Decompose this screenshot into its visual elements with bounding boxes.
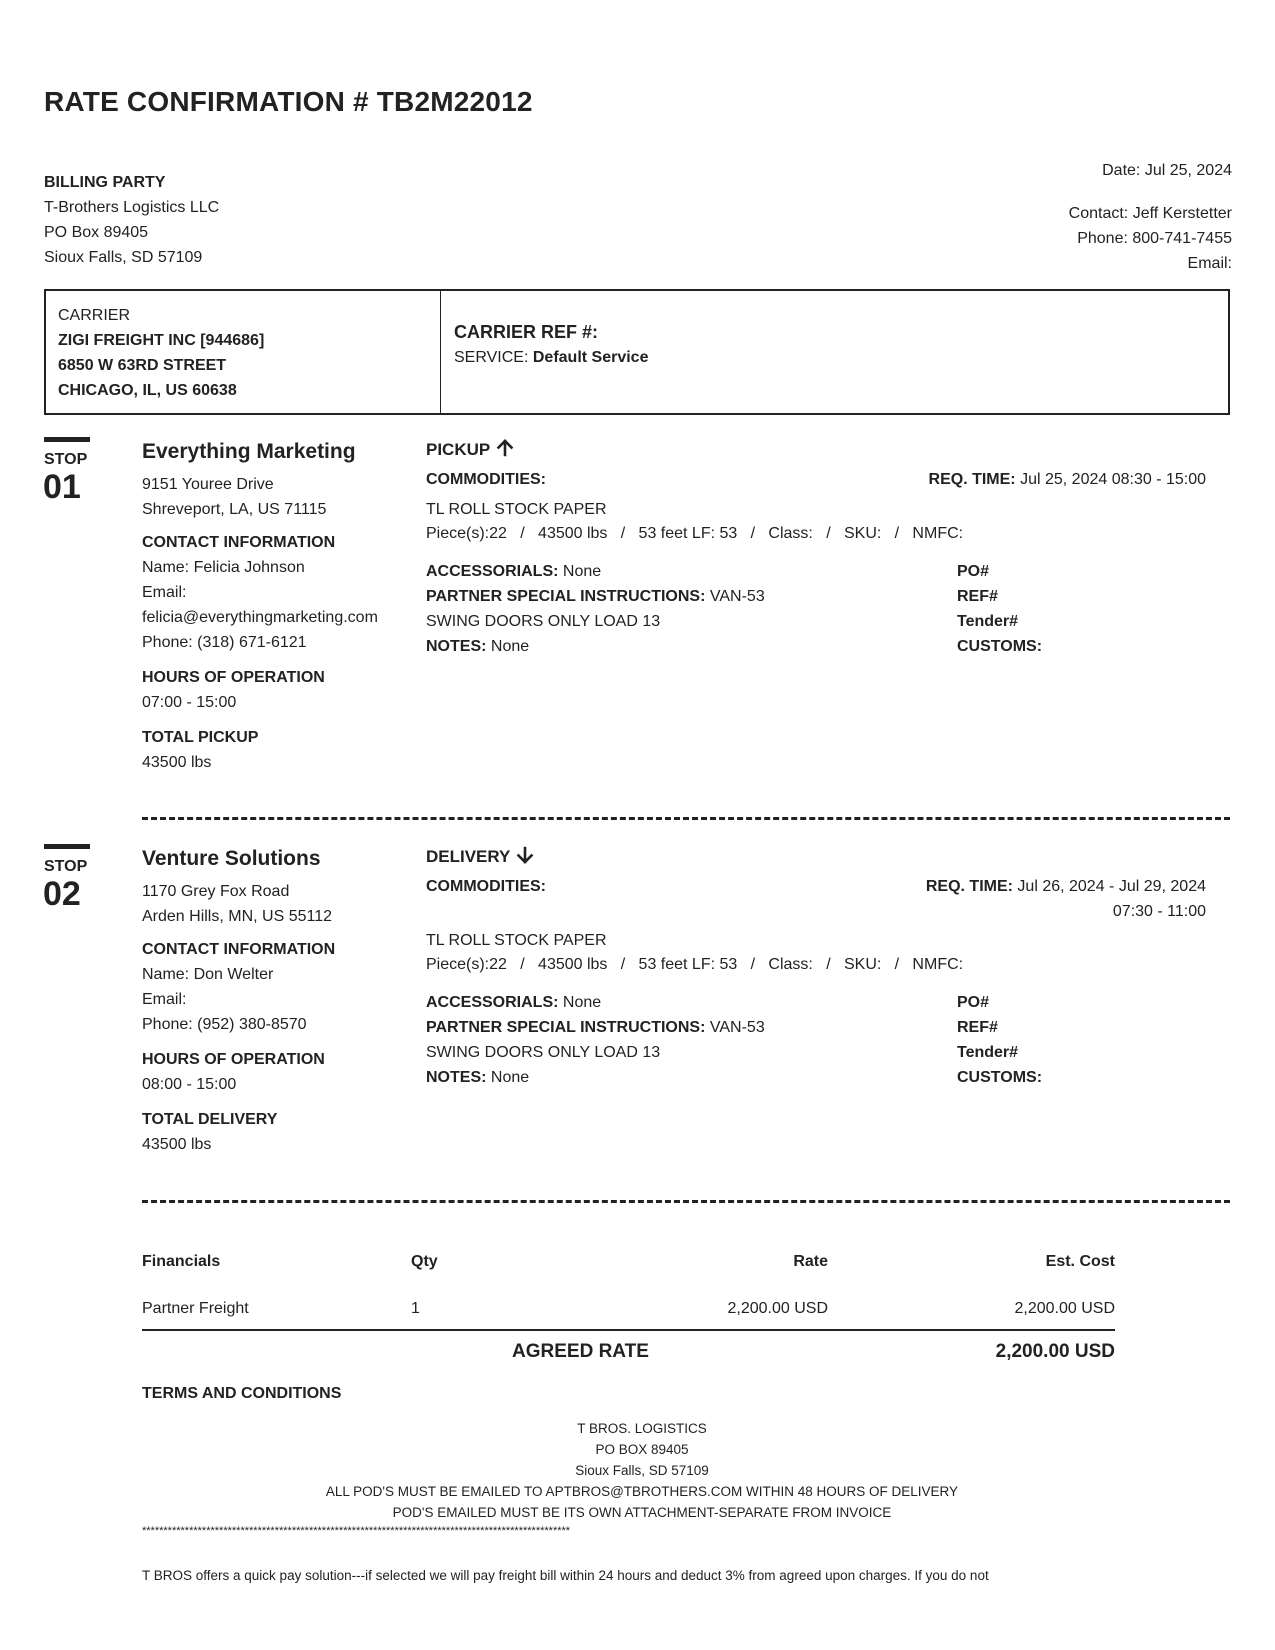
financial-item-rate: 2,200.00 USD [727,1300,828,1317]
stop-2-bar [44,844,90,849]
stop-2-tender-label: Tender# [957,1044,1019,1061]
est-cost-header: Est. Cost [1045,1253,1115,1270]
document-date: Date: Jul 25, 2024 [1102,162,1232,179]
stop-2-phone: Phone: (952) 380-8570 [142,1016,307,1033]
agreed-rate-value: 2,200.00 USD [995,1341,1115,1362]
stop-2-contact-name: Name: Don Welter [142,966,274,983]
stop-1-total: 43500 lbs [142,754,212,771]
stop-2-req-time-value: Jul 26, 2024 - Jul 29, 2024 [1017,878,1206,895]
stop-1-accessorials-value: None [562,563,602,580]
service-value: Default Service [532,349,649,366]
stop-1-notes-label: NOTES: [426,638,487,655]
service-label: SERVICE: [454,349,529,366]
terms-line-3: Sioux Falls, SD 57109 [575,1463,709,1478]
stop-2-location [142,847,412,1157]
qty-header: Qty [411,1253,438,1270]
stop-2-label: STOP [44,858,88,875]
stop-1-contact-name: Name: Felicia Johnson [142,559,305,576]
stop-1-commodity: TL ROLL STOCK PAPER [426,501,607,518]
agreed-rate-label: AGREED RATE [512,1341,649,1362]
stop-1-refs [957,559,1042,659]
billing-address-2: Sioux Falls, SD 57109 [44,249,203,266]
stop-2-commodity-details: Piece(s):22 / 43500 lbs / 53 feet LF: 53 / Class: / SKU: / NMFC: [426,956,964,973]
financial-item-name: Partner Freight [142,1300,249,1317]
stop-2-divider [142,1200,1230,1203]
billing-address-1: PO Box 89405 [44,224,149,241]
stop-1-total-heading: TOTAL PICKUP [142,729,259,746]
contact-email: Email: [1187,255,1232,272]
arrow-down-icon [515,845,535,865]
stop-1-label: STOP [44,451,88,468]
stop-2-name: Venture Solutions [142,847,321,870]
stop-2-contact-heading: CONTACT INFORMATION [142,941,336,958]
stop-1-req-time-value: Jul 25, 2024 08:30 - 15:00 [1020,471,1206,488]
stop-1-psi [426,584,926,609]
terms-line-5: POD'S EMAILED MUST BE ITS OWN ATTACHMENT-SEPARATE FROM INVOICE [392,1505,892,1520]
stop-1-psi-line-2: SWING DOORS ONLY LOAD 13 [426,613,661,630]
billing-name: T-Brothers Logistics LLC [44,199,220,216]
stop-1-divider [142,817,1230,820]
stop-2-accessorials [426,990,926,1015]
financials-header: Financials [142,1253,221,1270]
stop-2-commodities-label: COMMODITIES: [426,878,546,895]
stop-2-req-time [926,874,1206,924]
financials-rule [142,1329,1115,1331]
stop-2-address-2: Arden Hills, MN, US 55112 [142,908,332,925]
stop-1-commodities-label: COMMODITIES: [426,471,546,488]
terms-heading: TERMS AND CONDITIONS [142,1385,342,1402]
contact-name: Contact: Jeff Kerstetter [1068,205,1232,222]
carrier-info [46,291,441,413]
stop-2-psi-label: PARTNER SPECIAL INSTRUCTIONS: [426,1019,706,1036]
quick-pay-text: T BROS offers a quick pay solution---if selected we will pay freight bill within 24 hours and deduct 3% from agreed upon charges. If you do not [142,1568,989,1583]
stop-1-notes [426,634,926,659]
carrier-city: CHICAGO, IL, US 60638 [58,382,237,399]
stop-1-notes-value: None [490,638,530,655]
stop-2-total: 43500 lbs [142,1136,212,1153]
stop-1-number: 01 [43,468,81,506]
financial-item-cost: 2,200.00 USD [1014,1300,1115,1317]
stop-2-accessorials-value: None [562,994,602,1011]
stop-2-notes-value: None [490,1069,530,1086]
stop-1-po-label: PO# [957,563,990,580]
stop-2-hours: 08:00 - 15:00 [142,1076,237,1093]
stop-2-notes [426,1065,926,1090]
terms-line-2: PO BOX 89405 [595,1442,689,1457]
stop-1-name: Everything Marketing [142,440,356,463]
billing-party [44,170,219,270]
terms-line-1: T BROS. LOGISTICS [577,1421,707,1436]
stop-2-refs [957,990,1042,1090]
stop-1-ref-label: REF# [957,588,998,605]
stop-1-instructions [426,559,926,659]
stop-1-hours-heading: HOURS OF OPERATION [142,669,325,686]
stop-2-notes-label: NOTES: [426,1069,487,1086]
stop-2-instructions [426,990,926,1090]
terms-line-4: ALL POD'S MUST BE EMAILED TO APTBROS@TBROTHERS.COM WITHIN 48 HOURS OF DELIVERY [325,1484,959,1499]
stop-2-accessorials-label: ACCESSORIALS: [426,994,559,1011]
stop-1-psi-value: VAN-53 [709,588,765,605]
header-contact [1069,158,1232,276]
financial-item-qty: 1 [411,1300,420,1317]
stop-1-accessorials [426,559,926,584]
stop-2-number: 02 [43,875,81,913]
stop-2-ref-label: REF# [957,1019,998,1036]
stop-1-req-time-label: REQ. TIME: [928,471,1016,488]
page-title: RATE CONFIRMATION # TB2M22012 [44,86,533,117]
stop-1-type [426,438,515,460]
stop-1-email-label: Email: [142,584,187,601]
stop-1-commodity-details: Piece(s):22 / 43500 lbs / 53 feet LF: 53 / Class: / SKU: / NMFC: [426,525,964,542]
stop-1-customs-label: CUSTOMS: [957,638,1043,655]
stop-2-commodity: TL ROLL STOCK PAPER [426,932,607,949]
stop-2-psi [426,1015,926,1040]
stop-1-phone: Phone: (318) 671-6121 [142,634,307,651]
contact-phone: Phone: 800-741-7455 [1077,230,1232,247]
stop-2-req-time-value-2: 07:30 - 11:00 [1112,903,1206,920]
billing-heading: BILLING PARTY [44,174,166,191]
stop-1-hours: 07:00 - 15:00 [142,694,237,711]
carrier-ref [442,291,660,398]
stop-2-req-time-label: REQ. TIME: [925,878,1013,895]
stop-2-address-1: 1170 Grey Fox Road [142,883,290,900]
terms-stars: **************************************************************************************************** [142,1525,571,1537]
stop-1-req-time [929,467,1206,492]
stop-1-bar [44,437,90,442]
stop-1-accessorials-label: ACCESSORIALS: [426,563,559,580]
stop-1-psi-label: PARTNER SPECIAL INSTRUCTIONS: [426,588,706,605]
carrier-name: ZIGI FREIGHT INC [944686] [58,332,265,349]
carrier-ref-label: CARRIER REF #: [454,322,599,342]
stop-1-contact-heading: CONTACT INFORMATION [142,534,336,551]
stop-2-type [426,845,535,867]
stop-2-psi-line-2: SWING DOORS ONLY LOAD 13 [426,1044,661,1061]
stop-1-address-2: Shreveport, LA, US 71115 [142,501,327,518]
stop-2-email-label: Email: [142,991,187,1008]
rate-header: Rate [793,1253,828,1270]
stop-2-psi-value: VAN-53 [709,1019,765,1036]
stop-1-tender-label: Tender# [957,613,1019,630]
carrier-label: CARRIER [58,307,131,324]
stop-1-location [142,440,412,775]
arrow-up-icon [495,438,515,458]
stop-2-hours-heading: HOURS OF OPERATION [142,1051,325,1068]
carrier-street: 6850 W 63RD STREET [58,357,227,374]
service-line [454,345,648,370]
terms-block [142,1418,1142,1523]
pickup-label: PICKUP [426,440,491,459]
stop-2-customs-label: CUSTOMS: [957,1069,1043,1086]
carrier-box [44,289,1230,415]
delivery-label: DELIVERY [426,847,511,866]
stop-2-total-heading: TOTAL DELIVERY [142,1111,278,1128]
stop-1-address-1: 9151 Youree Drive [142,476,274,493]
stop-1-email-value: felicia@everythingmarketing.com [142,609,378,626]
stop-2-po-label: PO# [957,994,990,1011]
